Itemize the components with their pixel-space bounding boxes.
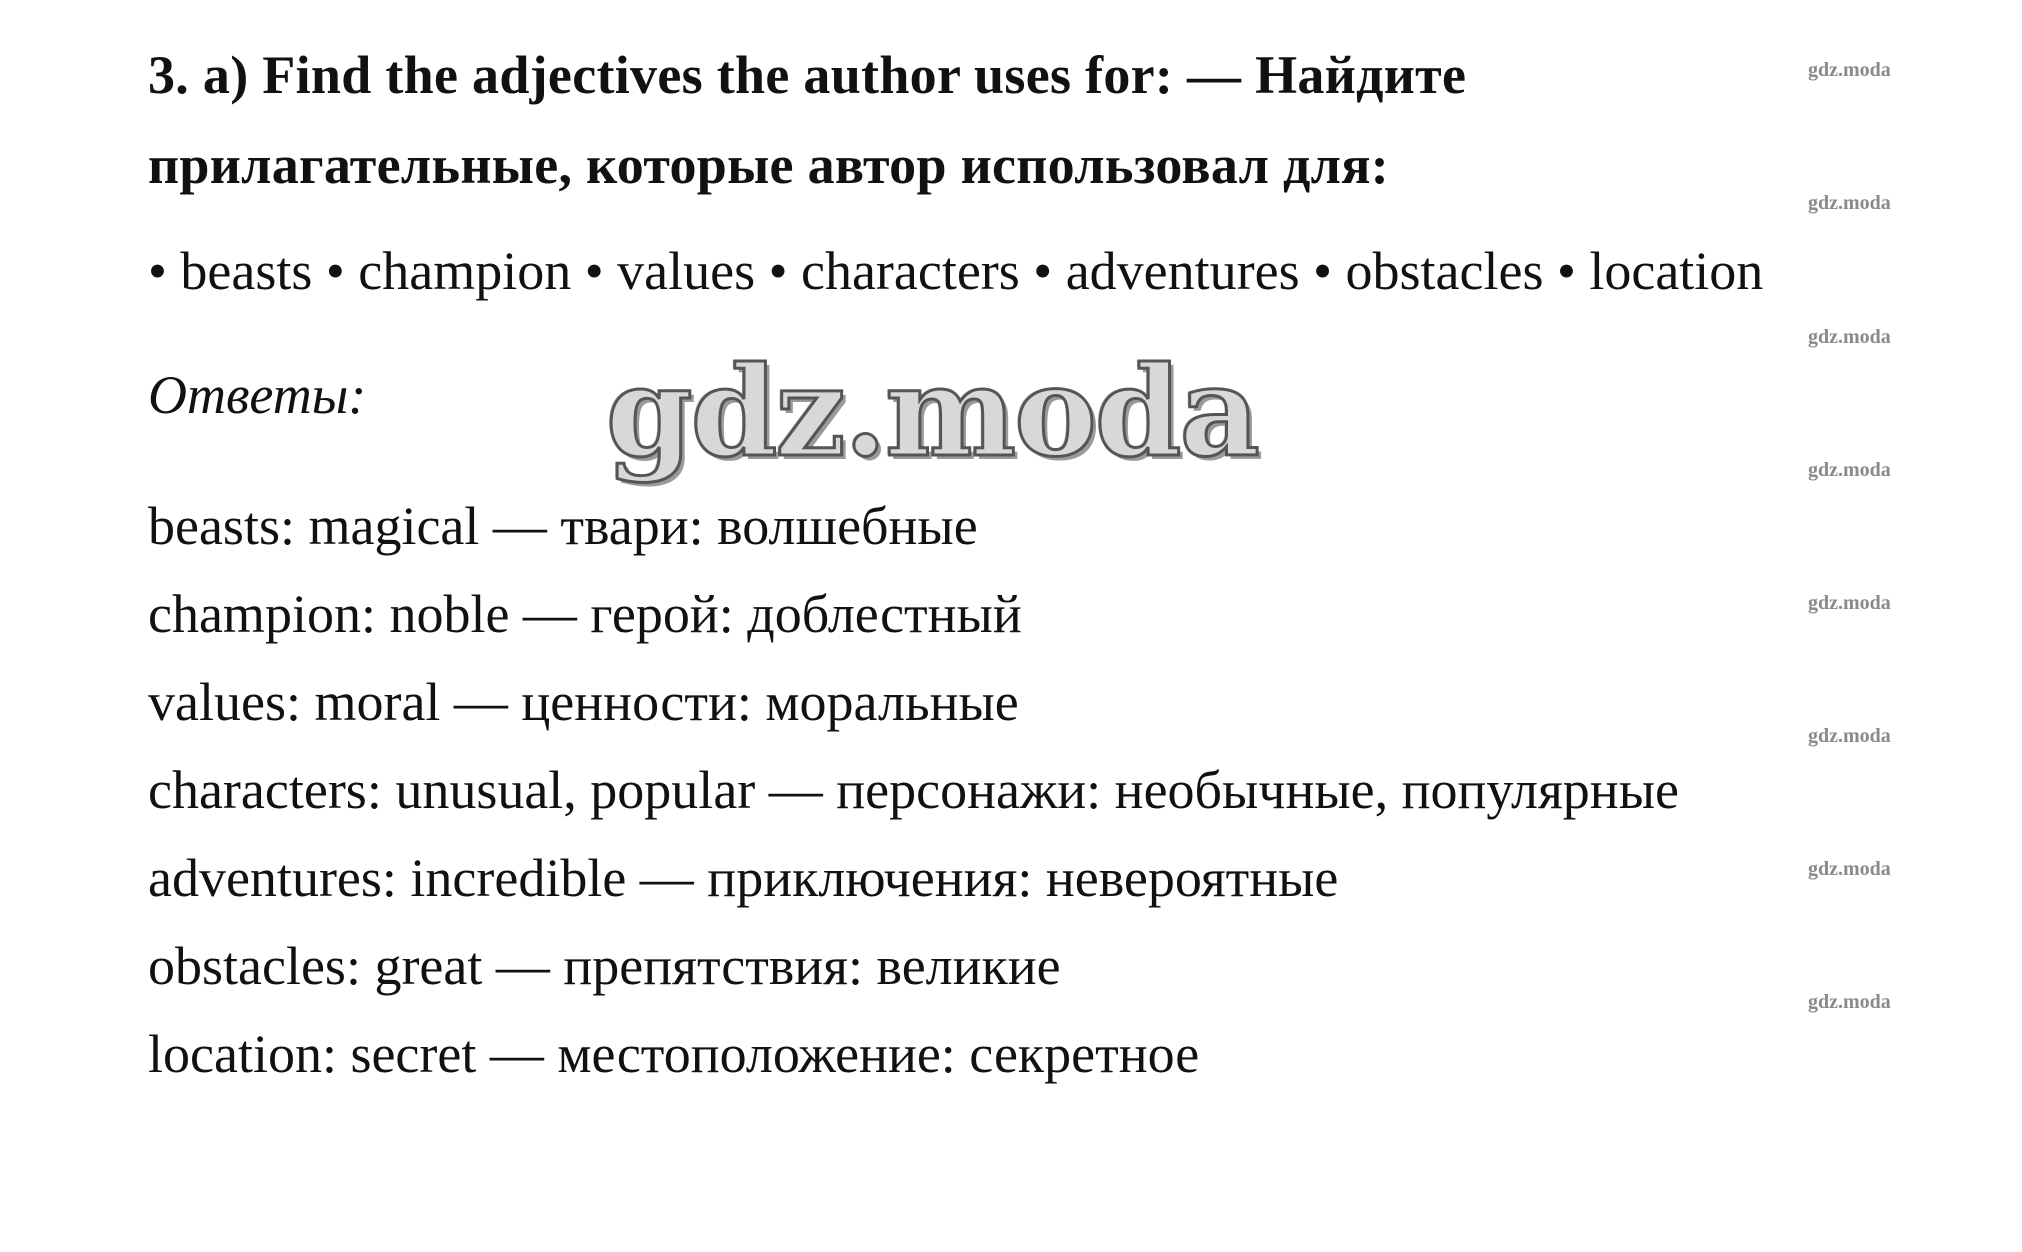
watermark-large: gdz.moda [606,340,1258,485]
answer-line-characters: characters: unusual, popular — персонажи: необычные, популярные [148,760,1679,820]
watermark-small: gdz.moda [1808,459,1891,481]
answer-line-adventures: adventures: incredible — приключения: невероятные [148,848,1339,908]
answer-line-beasts: beasts: magical — твари: волшебные [148,496,978,556]
watermark-small: gdz.moda [1808,592,1891,614]
task-heading: 3. a) Find the adjectives the author uses for: — Найдите прилагательные, которые автор использовал для: [148,45,1467,195]
answer-line-location: location: secret — местоположение: секретное [148,1024,1200,1084]
answers-list [148,482,1679,1098]
task-terms-list: • beasts • champion • values • characters • adventures • obstacles • location [148,241,1764,301]
answer-line-obstacles: obstacles: great — препятствия: великие [148,936,1061,996]
watermark-small: gdz.moda [1808,192,1891,214]
watermark-small: gdz.moda [1808,725,1891,747]
answer-line-values: values: moral — ценности: моральные [148,672,1019,732]
watermark-small: gdz.moda [1808,326,1891,348]
answers-label: Ответы: [148,365,367,425]
watermark-small: gdz.moda [1808,991,1891,1013]
watermark-small: gdz.moda [1808,59,1891,81]
answer-line-champion: champion: noble — герой: доблестный [148,584,1022,644]
watermark-small: gdz.moda [1808,858,1891,880]
